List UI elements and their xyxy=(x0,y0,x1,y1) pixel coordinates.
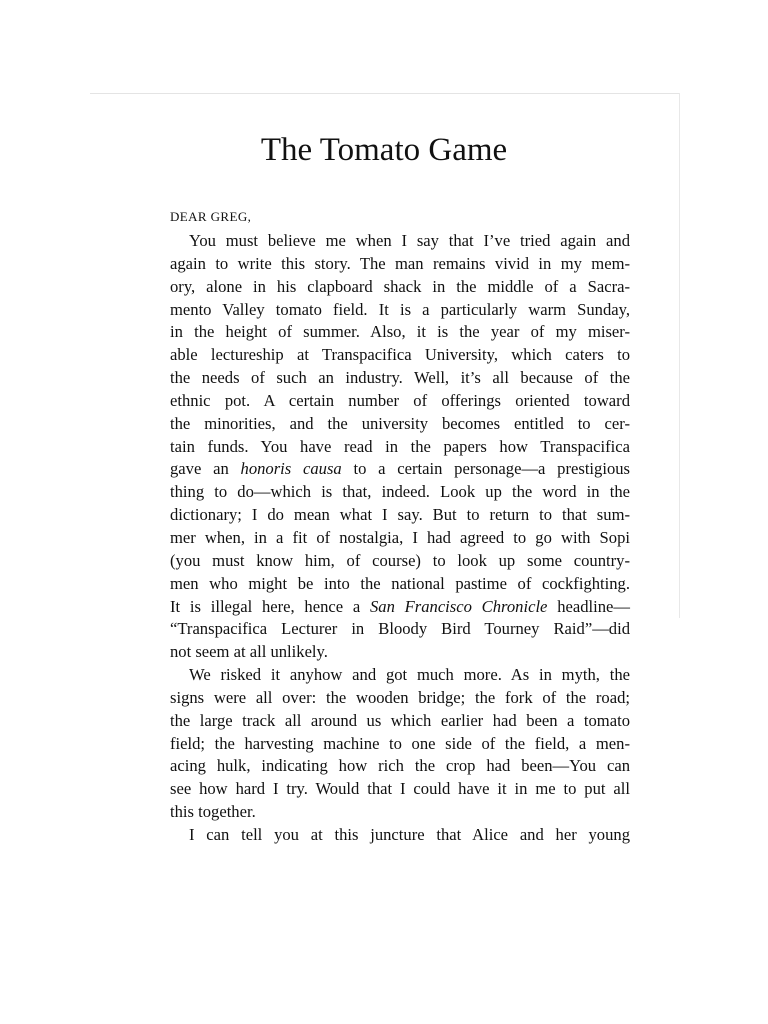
text-line: I can tell you at this juncture that Alice and her young xyxy=(189,824,630,844)
text-line: signs were all over: the wooden bridge; the fork of the road; xyxy=(170,687,630,707)
text-line-with-italic xyxy=(170,596,630,619)
text-line: ethnic pot. A certain number of offerings oriented toward xyxy=(170,390,630,410)
text-line: again to write this story. The man remains vivid in my mem- xyxy=(170,253,630,273)
text-segment: headline— xyxy=(547,596,630,616)
text-line: the needs of such an industry. Well, it’s all because of the xyxy=(170,368,630,388)
text-line: men who might be into the national pastime of cockfighting. xyxy=(170,573,630,593)
text-line: dictionary; I do mean what I say. But to return to that sum- xyxy=(170,505,630,525)
text-segment: gave an xyxy=(170,459,241,479)
text-line: the large track all around us which earlier had been a tomato xyxy=(170,710,630,730)
text-line: mento Valley tomato field. It is a particularly warm Sunday, xyxy=(170,299,630,319)
page-edge-right xyxy=(679,93,680,618)
text-line: in the height of summer. Also, it is the year of my miser- xyxy=(170,322,630,342)
text-line: “Transpacifica Lecturer in Bloody Bird Tourney Raid”—did xyxy=(170,619,630,639)
text-line: We risked it anyhow and got much more. As in myth, the xyxy=(189,665,630,685)
text-line: not seem at all unlikely. xyxy=(170,642,328,662)
text-line: acing hulk, indicating how rich the crop had been—You can xyxy=(170,756,630,776)
text-line: this together. xyxy=(170,802,256,822)
italic-phrase: honoris causa xyxy=(240,459,342,479)
text-line: You must believe me when I say that I’ve tried again and xyxy=(189,231,630,250)
story-title: The Tomato Game xyxy=(260,132,508,168)
text-line: field; the harvesting machine to one side of the field, a men- xyxy=(170,733,630,753)
salutation: DEAR GREG, xyxy=(170,209,252,224)
story-body xyxy=(170,200,630,847)
text-line: thing to do—which is that, indeed. Look up the word in the xyxy=(170,482,630,502)
text-line: see how hard I try. Would that I could have it in me to put all xyxy=(170,779,630,799)
italic-phrase: San Francisco Chronicle xyxy=(369,596,548,616)
text-line: the minorities, and the university becomes entitled to cer- xyxy=(170,413,630,433)
text-line: ory, alone in his clapboard shack in the middle of a Sacra- xyxy=(170,276,630,296)
text-line: able lectureship at Transpacifica University, which caters to xyxy=(170,345,630,365)
text-line: (you must know him, of course) to look up some country- xyxy=(170,550,630,570)
text-segment: to a certain personage—a prestigious xyxy=(341,459,630,479)
text-line: mer when, in a fit of nostalgia, I had agreed to go with Sopi xyxy=(170,527,630,547)
text-line-with-italic xyxy=(170,458,630,481)
page-edge-top xyxy=(90,93,679,94)
text-segment: It is illegal here, hence a xyxy=(170,596,370,616)
text-line: tain funds. You have read in the papers how Transpacifica xyxy=(170,436,630,456)
